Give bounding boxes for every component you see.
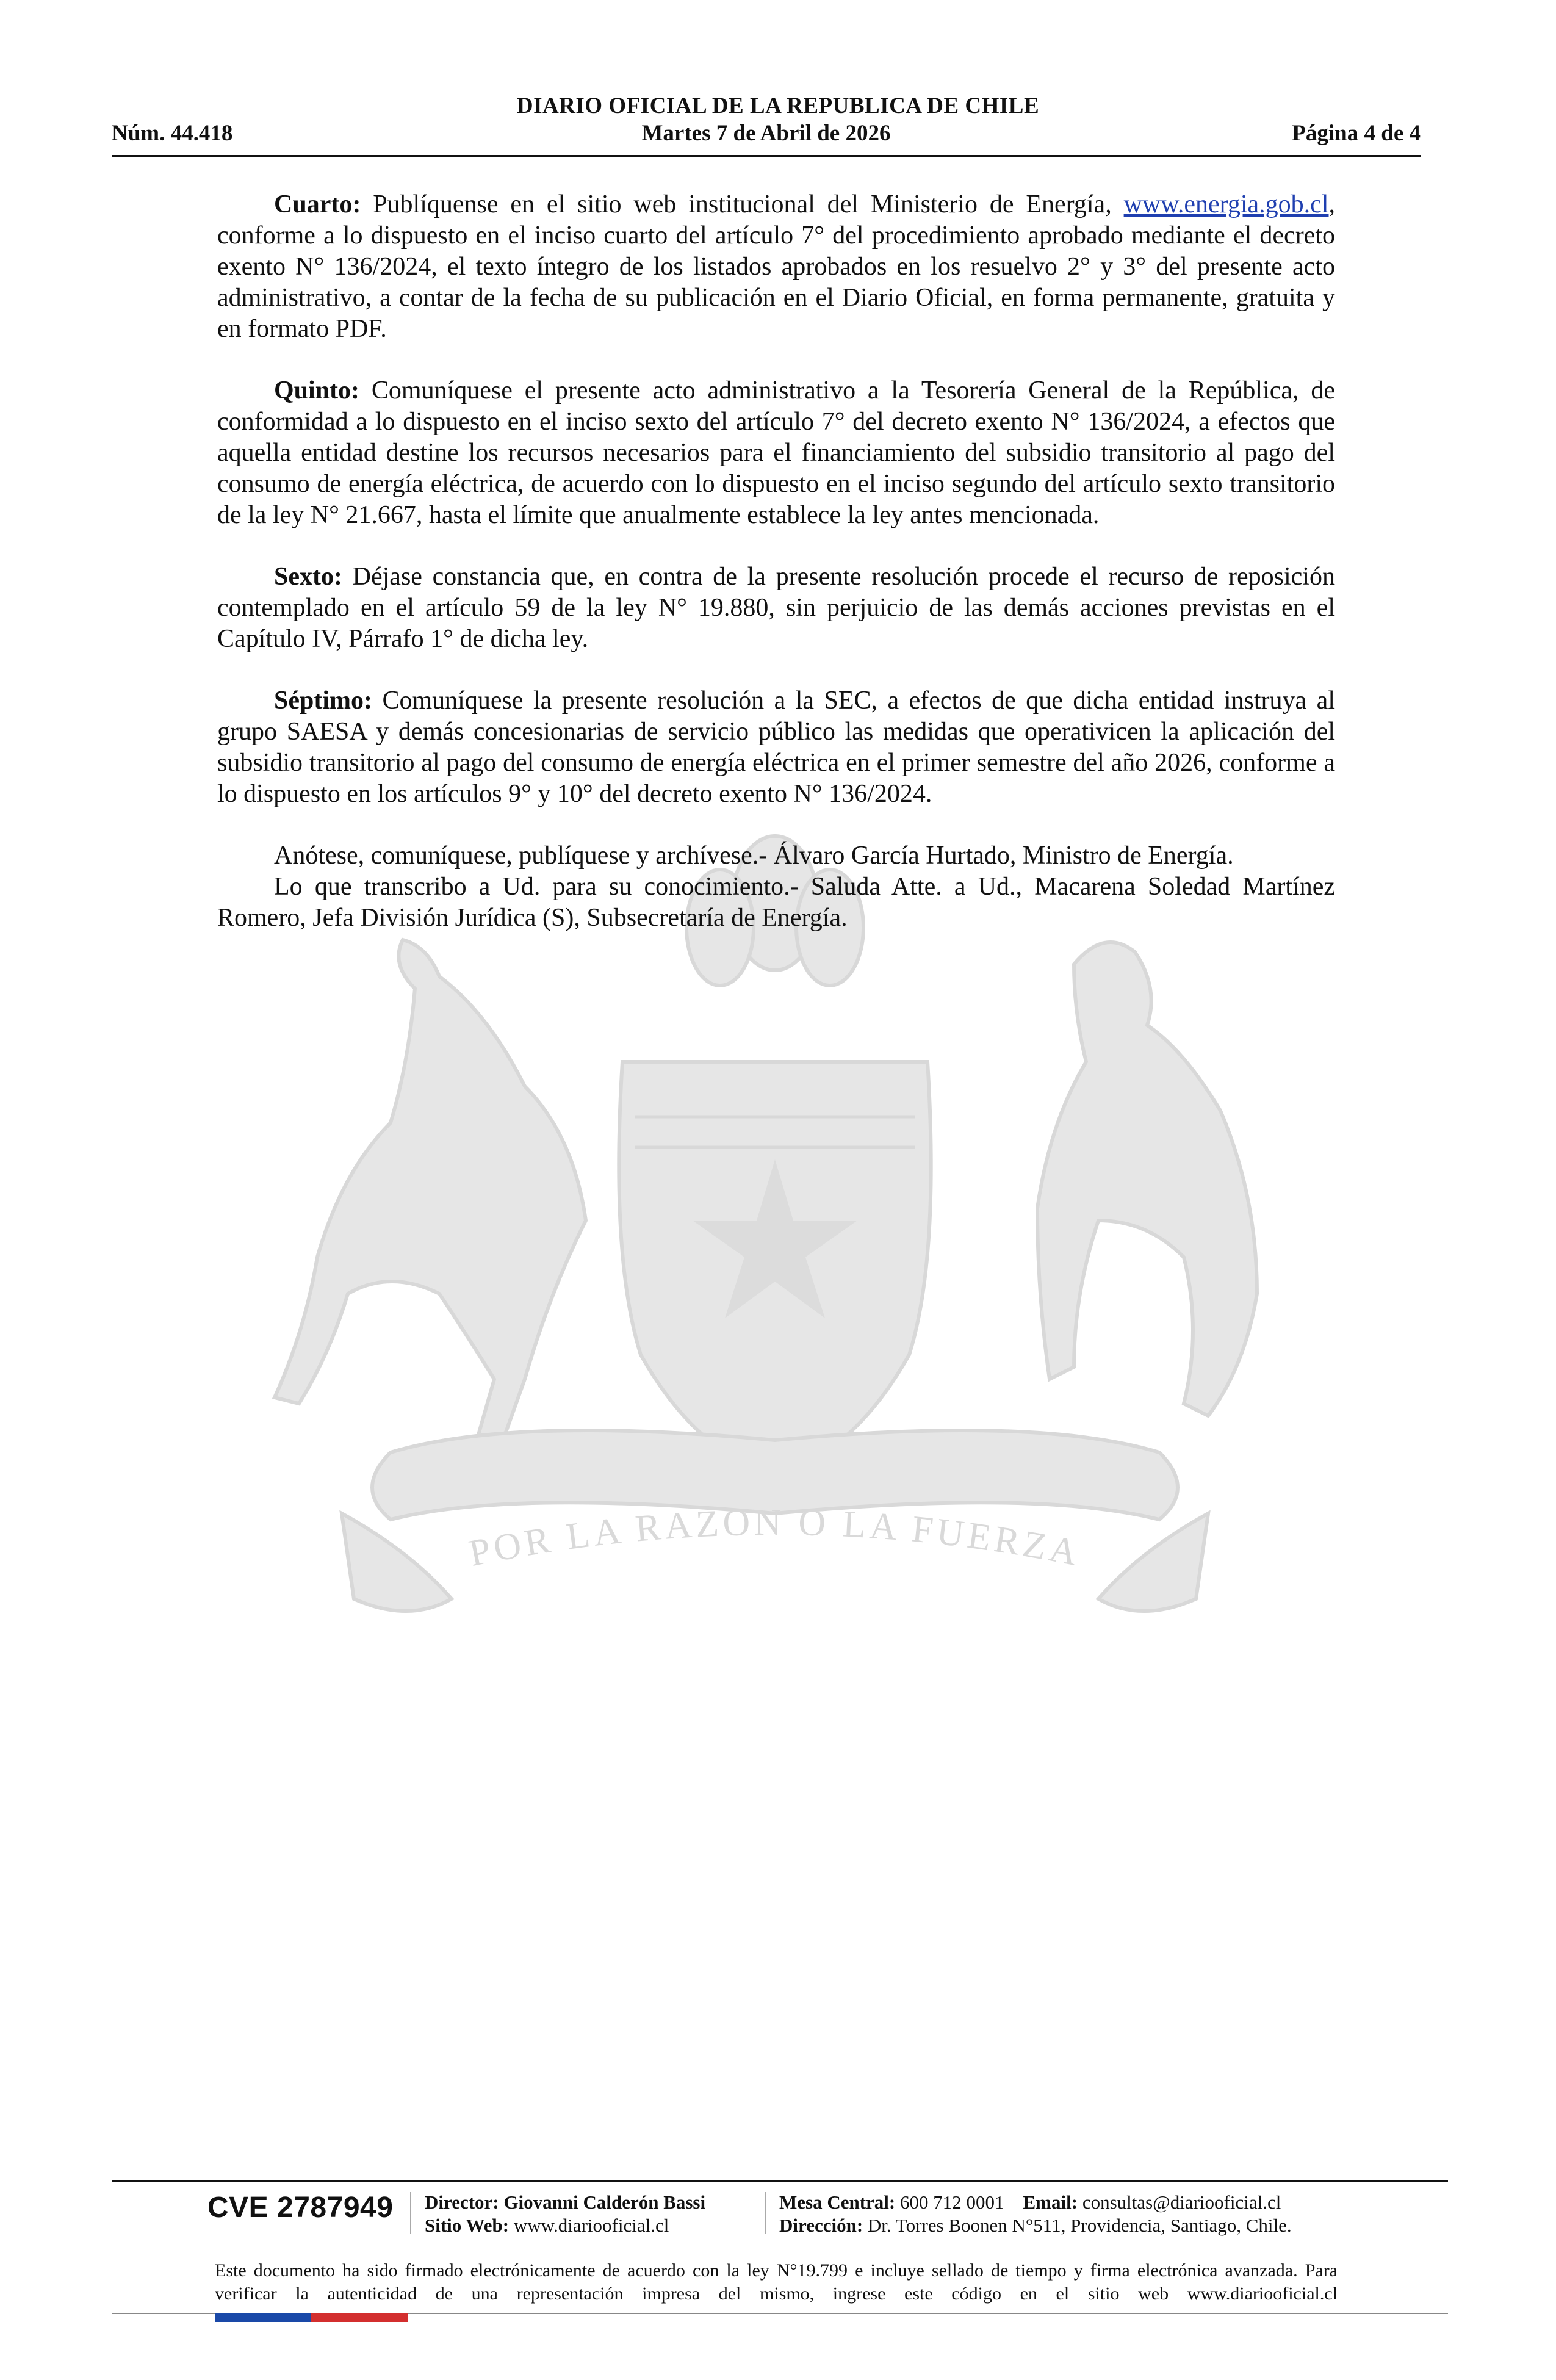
footer-contact-block [779,2191,1292,2237]
cve-code: CVE 2787949 [207,2191,394,2224]
footer-director-block [425,2191,705,2237]
paragraph-text: Comuníquese la presente resolución a la SEC, a efectos de que dicha entidad instruya al grupo SAESA y demás concesionarias de servicio público las medidas que operativicen la aplicación del subsidio transitorio al pago del consumo de energía eléctrica en el primer semestre del año 2026, conforme a lo dispuesto en los artículos 9° y 10° del decreto exento N° 136/2024. [217,687,1335,808]
newspaper-title: DIARIO OFICIAL DE LA REPUBLICA DE CHILE [516,93,1040,118]
footer-separator [765,2192,766,2234]
address-text: Dr. Torres Boonen N°511, Providencia, Santiago, Chile. [867,2215,1292,2236]
paragraph-text: Déjase constancia que, en contra de la presente resolución procede el recurso de reposición contemplado en el artículo 59 de la ley N° 19.880, sin perjuicio de las demás acciones previstas en el Capítulo IV, Párrafo 1° de dicha ley. [217,563,1335,653]
header-divider [112,155,1421,157]
paragraph-text: Publíquense en el sitio web institucional del Ministerio de Energía, [361,190,1124,218]
email-link[interactable]: consultas@diariooficial.cl [1082,2191,1281,2213]
legal-note: Este documento ha sido firmado electrónicamente de acuerdo con la ley N°19.799 e incluye sellado de tiempo y firma electrónica avanzada. Para verificar la autenticidad de una representación impresa del mismo, ingrese este código en el sitio web www.diariooficial.cl [215,2260,1338,2304]
paragraph-label: Séptimo: [274,687,372,715]
footer-divider-top [112,2180,1448,2182]
paragraph-cuarto [217,189,1335,345]
paragraph-label: Cuarto: [274,190,361,218]
watermark-motto: POR LA RAZON O LA FUERZA [465,1501,1084,1575]
paragraph-quinto [217,375,1335,531]
issue-number: Núm. 44.418 [112,121,233,146]
director-label: Director: [425,2191,499,2213]
address-label: Dirección: [779,2215,863,2236]
flag-stripe-blue [215,2313,311,2322]
issue-date: Martes 7 de Abril de 2026 [641,121,891,146]
director-name: Giovanni Calderón Bassi [503,2191,706,2213]
document-body [217,189,1335,934]
page-indicator: Página 4 de 4 [1292,121,1421,146]
phone-number: 600 712 0001 [900,2191,1004,2213]
phone-label: Mesa Central: [779,2191,896,2213]
closing-paragraph: Anótese, comuníquese, publíquese y archívese.- Álvaro García Hurtado, Ministro de Energía. [274,842,1234,870]
paragraph-text: , conforme a lo dispuesto en el inciso cuarto del artículo 7° del procedimiento aprobado mediante el decreto exento N° 136/2024, el texto íntegro de los listados aprobados en los resuelvo 2° y 3° del presente acto administrativo, a contar de la fecha de su publicación en el Diario Oficial, en forma permanente, gratuita y en formato PDF. [217,190,1335,343]
transcription-paragraph: Lo que transcribo a Ud. para su conocimiento.- Saluda Atte. a Ud., Macarena Soledad Martínez Romero, Jefa División Jurídica (S), Subsecretaría de Energía. [217,873,1335,932]
paragraph-septimo [217,685,1335,810]
flag-stripe-red [311,2313,408,2322]
energia-website-link[interactable]: www.energia.gob.cl [1123,190,1329,218]
footer-separator [410,2192,411,2234]
website-link[interactable]: www.diariooficial.cl [513,2215,669,2236]
paragraph-text: Comuníquese el presente acto administrativo a la Tesorería General de la República, de conformidad a lo dispuesto en el inciso sexto del artículo 7° del decreto exento N° 136/2024, a efectos que aquella entidad destine los recursos necesarios para el financiamiento del subsidio transitorio al pago del consumo de energía eléctrica, de acuerdo con lo dispuesto en el inciso segundo del artículo sexto transitorio de la ley N° 21.667, hasta el límite que anualmente establece la ley antes mencionada. [217,377,1335,529]
paragraph-sexto [217,561,1335,655]
paragraph-label: Quinto: [274,377,360,405]
website-label: Sitio Web: [425,2215,510,2236]
email-label: Email: [1023,2191,1078,2213]
svg-text:POR LA RAZON O LA FUERZA [466,1502,1084,1574]
paragraph-label: Sexto: [274,563,342,591]
coat-of-arms-watermark [207,830,1342,1672]
